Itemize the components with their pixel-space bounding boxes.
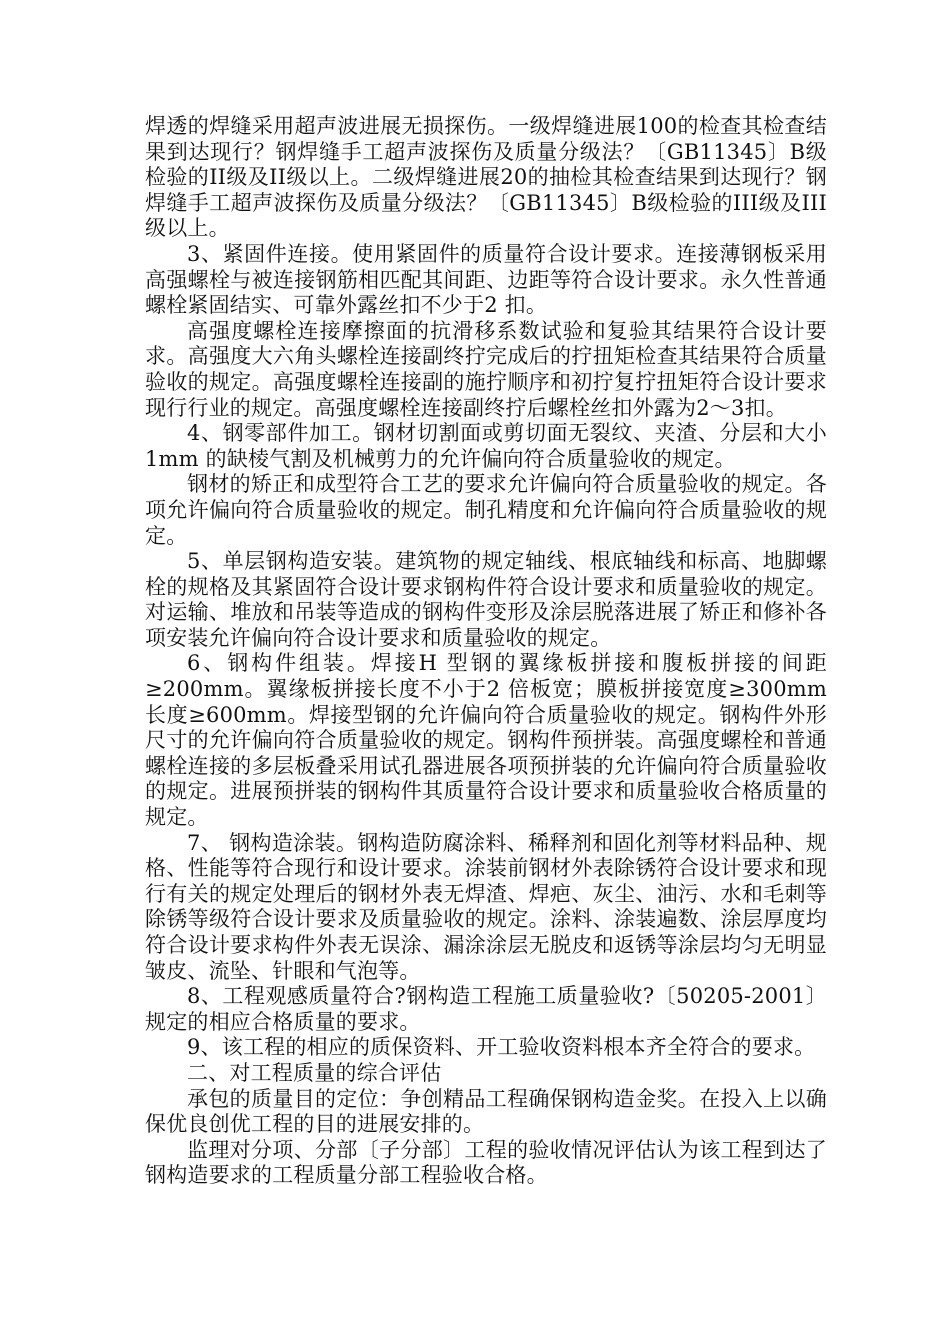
- paragraph-straightening-forming: 钢材的矫正和成型符合工艺的要求允许偏向符合质量验收的规定。各项允许偏向符合质量验收的规定。制孔精度和允许偏向符合质量验收的规定。: [145, 472, 827, 548]
- paragraph-single-storey-installation: 5、单层钢构造安装。建筑物的规定轴线、根底轴线和标高、地脚螺栓的规格及其紧固符合设计要求钢构件符合设计要求和质量验收的规定。对运输、堆放和吊装等造成的钢构件变形及涂层脱落进展了矫正和修补各项安装允许偏向符合设计要求和质量验收的规定。: [145, 549, 827, 650]
- paragraph-component-assembly: 6、钢构件组装。焊接H 型钢的翼缘板拼接和腹板拼接的间距≥200mm。翼缘板拼接长度不小于2 倍板宽；膜板拼接宽度≥300mm长度≥600mm。焊接型钢的允许偏向符合质量验收的规定。钢构件外形尺寸的允许偏向符合质量验收的规定。钢构件预拼装。高强度螺栓和普通螺栓连接的多层板叠采用试孔器进展各项预拼装的允许偏向符合质量验收的规定。进展预拼装的钢构件其质量符合设计要求和质量验收合格质量的规定。: [145, 651, 827, 830]
- paragraph-steel-parts-processing: 4、钢零部件加工。钢材切割面或剪切面无裂纹、夹渣、分层和大小1mm 的缺棱气割及机械剪力的允许偏向符合质量验收的规定。: [145, 421, 827, 471]
- paragraph-weld-inspection: 焊透的焊缝采用超声波进展无损探伤。一级焊缝进展100的检查其检查结果到达现行？钢焊缝手工超声波探伤及质量分级法？〔GB11345〕B级检验的II级及II级以上。二级焊缝进展20的抽检其检查结果到达现行？钢焊缝手工超声波探伤及质量分级法？〔GB11345〕B级检验的III级及III级以上。: [145, 114, 827, 241]
- paragraph-high-strength-bolts: 高强度螺栓连接摩擦面的抗滑移系数试验和复验其结果符合设计要求。高强度大六角头螺栓连接副终拧完成后的拧扭矩检查其结果符合质量验收的规定。高强度螺栓连接副的施拧顺序和初拧复拧扭矩符合设计要求现行行业的规定。高强度螺栓连接副终拧后螺栓丝扣外露为2～3扣。: [145, 318, 827, 420]
- paragraph-coating: 7、 钢构造涂装。钢构造防腐涂料、稀释剂和固化剂等材料品种、规格、性能等符合现行和设计要求。涂装前钢材外表除锈符合设计要求和现行有关的规定处理后的钢材外表无焊渣、焊疤、灰尘、油污、水和毛刺等除锈等级符合设计要求及质量验收的规定。涂料、涂装遍数、涂层厚度均符合设计要求构件外表无误涂、漏涂涂层无脱皮和返锈等涂层均匀无明显皱皮、流坠、针眼和气泡等。: [145, 830, 827, 983]
- paragraph-supervision-conclusion: 监理对分项、分部〔子分部〕工程的验收情况评估认为该工程到达了钢构造要求的工程质量分部工程验收合格。: [145, 1137, 827, 1188]
- section-heading-overall-assessment: 二、对工程质量的综合评估: [187, 1060, 442, 1085]
- paragraph-fastener-connection: 3、紧固件连接。使用紧固件的质量符合设计要求。连接薄钢板采用高强螺栓与被连接钢筋相匹配其间距、边距等符合设计要求。永久性普通螺栓紧固结实、可靠外露丝扣不少于2 扣。: [145, 241, 827, 318]
- document-body: [145, 114, 827, 1189]
- paragraph-quality-documents: 9、该工程的相应的质保资料、开工验收资料根本齐全符合的要求。: [187, 1035, 816, 1060]
- paragraph-appearance-quality: 8、工程观感质量符合?钢构造工程施工质量验收?〔50205-2001〕规定的相应合格质量的要求。: [145, 984, 827, 1034]
- paragraph-quality-target: 承包的质量目的定位：争创精品工程确保钢构造金奖。在投入上以确保优良创优工程的目的进展安排的。: [145, 1086, 827, 1137]
